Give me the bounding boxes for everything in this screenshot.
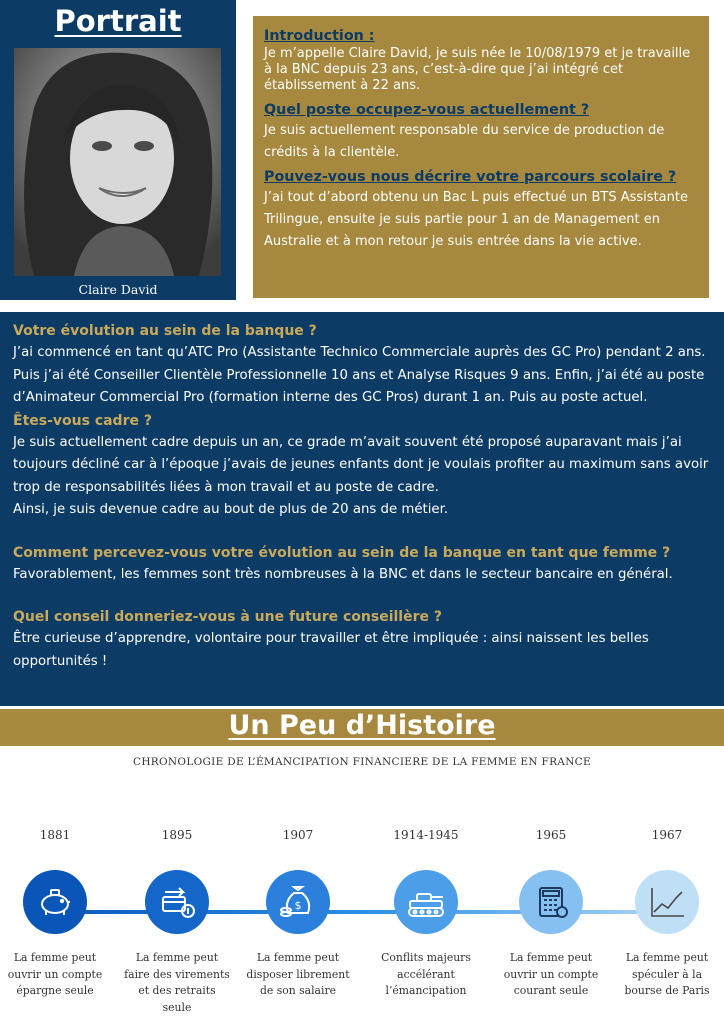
timeline-text: La femme peut ouvrir un compte épargne seule [7,951,103,997]
timeline-year: 1965 [535,828,567,842]
advice-question: Quel conseil donneriez-vous à une future conseillère ? [13,609,442,625]
cadre-answer-conclusion: Ainsi, je suis devenue cadre au bout de plus de 20 ans de métier. [13,502,449,517]
timeline-item-1881 [0,828,115,1000]
portrait-photo [14,48,221,276]
tank-icon [394,870,458,934]
timeline-year: 1914-1945 [393,828,459,842]
portrait-title: Portrait [54,4,182,38]
timeline-text: La femme peut spéculer à la bourse de Paris [624,951,710,997]
intro-box [253,16,709,298]
intro-answer: Je m’appelle Claire David, je suis née le 10/08/1979 et je travaille à la BNC depuis 23 ans, c’est-à-dire que j’ai intégré cet établissement à 22 ans. [264,46,691,93]
evolution-question: Votre évolution au sein de la banque ? [13,323,317,339]
education-answer: J’ai tout d’abord obtenu un Bac L puis effectué un BTS Assistante Trilingue, ensuite je suis partie pour 1 an de Management en Australie et à mon retour je suis entrée dans la vie active. [264,190,688,249]
money-bag-icon [266,870,330,934]
timeline-item-1965 [491,828,611,1000]
timeline-item-1907 [238,828,358,1000]
history-band [0,709,724,746]
svg-text:$: $ [294,899,302,912]
evolution-answer: J’ai commencé en tant qu’ATC Pro (Assistante Technico Commerciale auprès des GC Pro) pendant 2 ans. Puis j’ai été Conseiller Clientèle Professionnelle 10 ans et Analyse Risques 9 ans. Enfin, j’ai été au poste d’Animateur Commercial Pro (formation interne des GC Pros) durant 1 an. Puis au poste actuel. [13,345,706,405]
advice-answer: Être curieuse d’apprendre, volontaire pour travailler et être impliquée : ainsi naissent les belles opportunités ! [13,631,649,669]
timeline-text: La femme peut faire des virements et des retraits seule [124,951,230,1014]
portrait-caption: Claire David [78,282,158,297]
timeline-text: La femme peut disposer librement de son salaire [246,951,350,997]
timeline-item-1895 [117,828,237,1016]
timeline-title: CHRONOLOGIE DE L’ÉMANCIPATION FINANCIERE DE LA FEMME EN FRANCE [133,756,591,768]
cadre-answer: Je suis actuellement cadre depuis un an, ce grade m’avait souvent été proposé auparavant mais j’ai toujours décliné car à l’époque j’avais de jeunes enfants dont je voulais profiter au maximum sans avoir trop de responsabilités liées à mon travail et au poste de cadre. [13,434,709,495]
timeline-item-1967 [607,828,724,1000]
position-answer: Je suis actuellement responsable du service de production de crédits à la clientèle. [264,123,665,160]
timeline-year: 1967 [651,828,683,842]
timeline-year: 1907 [282,828,314,842]
intro-question: Introduction : [264,28,375,44]
woman-evolution-question: Comment percevez-vous votre évolution au sein de la banque en tant que femme ? [13,544,671,561]
cadre-question: Êtes-vous cadre ? [13,412,152,429]
calculator-icon [519,870,583,934]
stock-chart-icon [635,870,699,934]
timeline-text: La femme peut ouvrir un compte courant seule [503,951,599,997]
timeline-year: 1895 [161,828,193,842]
portrait-panel [0,0,236,300]
timeline-text: Conflits majeurs accélérant l’émancipation [381,951,471,997]
timeline-year: 1881 [39,828,71,842]
piggy-bank-icon [23,870,87,934]
position-question: Quel poste occupez-vous actuellement ? [264,102,590,118]
card-transfer-icon [145,870,209,934]
history-title: Un Peu d’Histoire [228,710,496,741]
woman-evolution-answer: Favorablement, les femmes sont très nombreuses à la BNC et dans le secteur bancaire en général. [13,566,673,582]
education-question: Pouvez-vous nous décrire votre parcours scolaire ? [264,169,677,185]
timeline-item-1914-1945 [366,828,486,1000]
interview-panel [0,312,724,706]
